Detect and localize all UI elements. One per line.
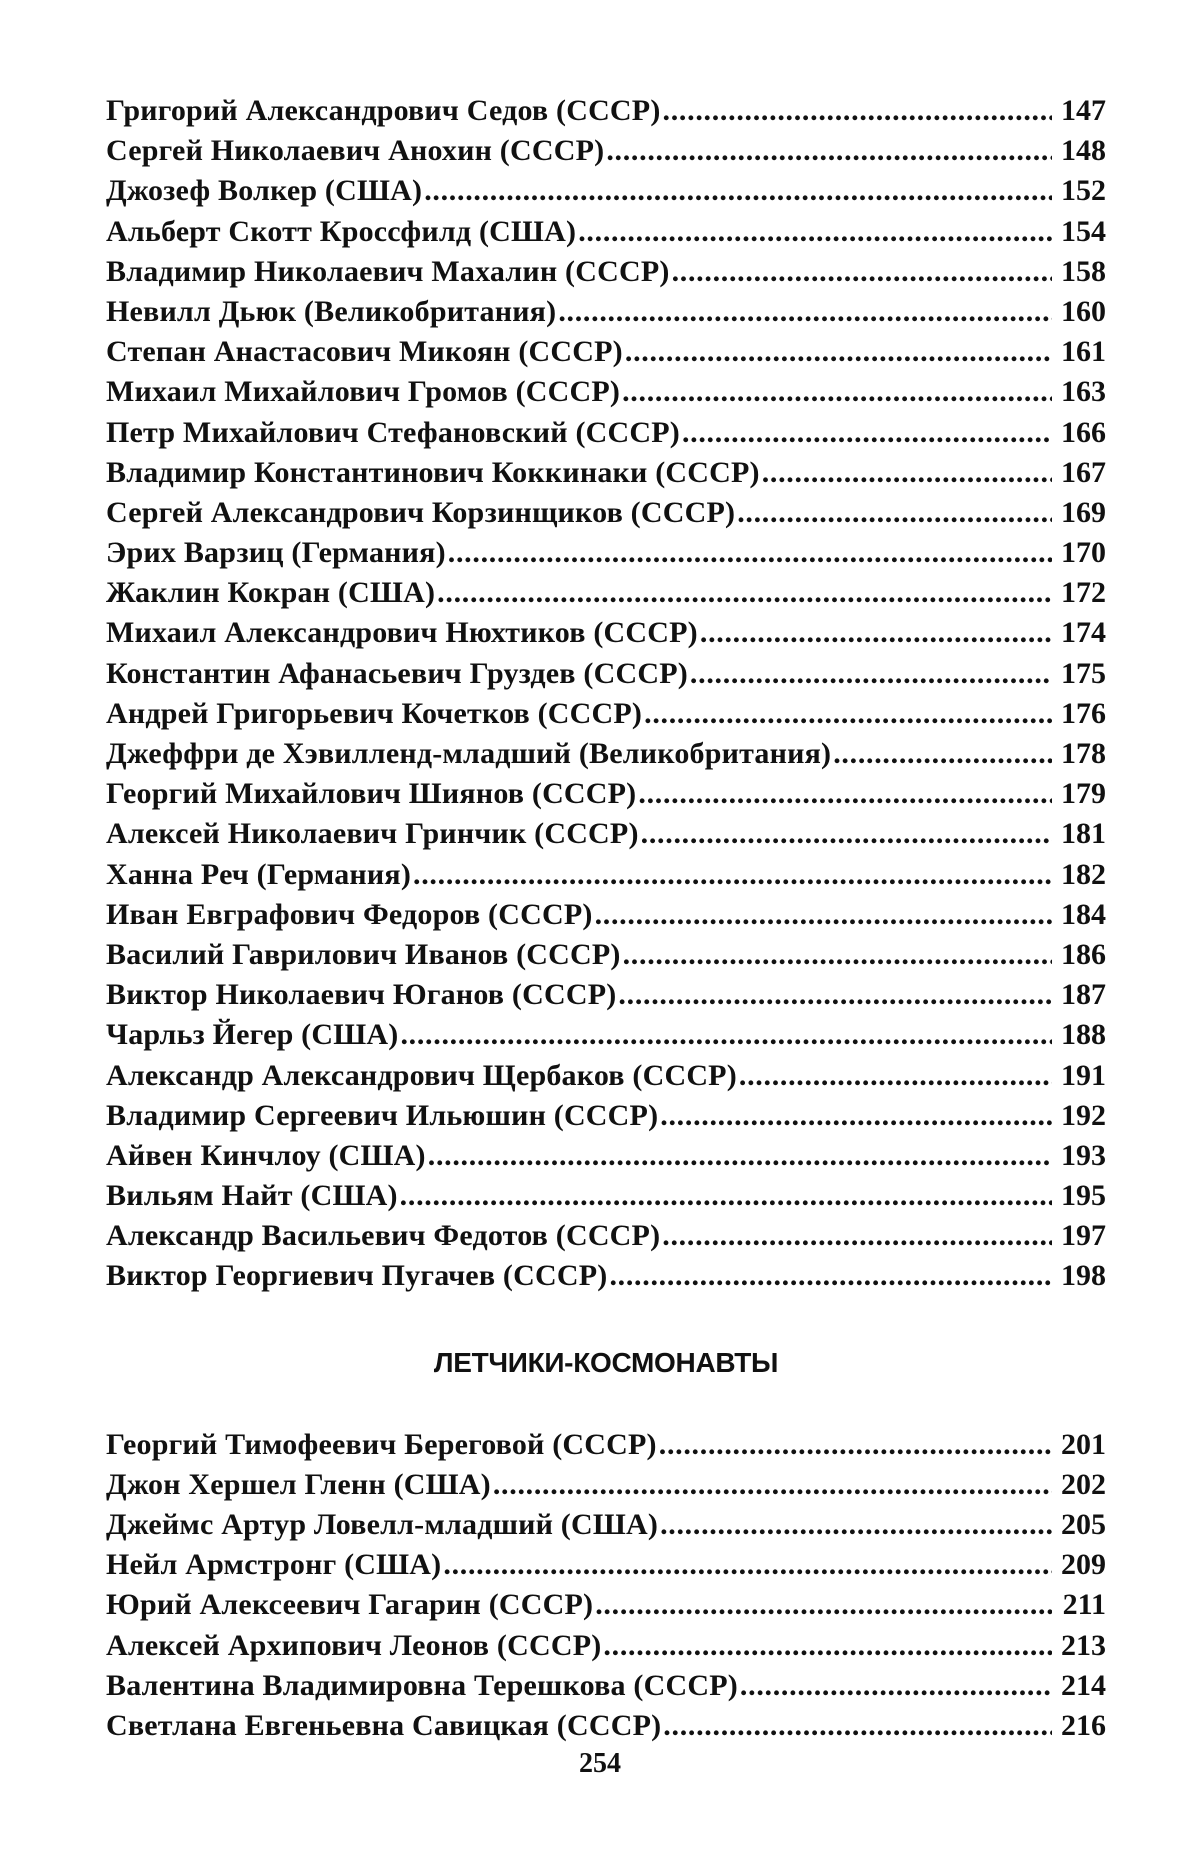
toc-entry xyxy=(106,1465,1106,1505)
toc-page xyxy=(106,91,1106,1746)
toc-list-test-pilots xyxy=(106,91,1106,1297)
toc-entry-name: Иван Евграфович Федоров (СССР) xyxy=(106,897,593,931)
dot-leader xyxy=(641,814,1052,854)
dot-leader xyxy=(660,1505,1052,1545)
toc-entry-page-number: 154 xyxy=(1061,214,1106,248)
toc-entry-name: Алексей Архипович Леонов (СССР) xyxy=(106,1628,602,1662)
dot-leader xyxy=(739,1056,1052,1096)
dot-leader xyxy=(595,1585,1052,1625)
toc-entry-name: Александр Васильевич Федотов (СССР) xyxy=(106,1219,661,1253)
toc-entry-name: Нейл Армстронг (США) xyxy=(106,1548,442,1582)
dot-leader xyxy=(400,1015,1052,1055)
toc-entry-page-number: 152 xyxy=(1061,174,1106,208)
toc-entry-page-number: 216 xyxy=(1061,1708,1106,1742)
dot-leader xyxy=(622,372,1052,412)
toc-entry xyxy=(106,1256,1106,1296)
toc-entry-page-number: 166 xyxy=(1061,415,1106,449)
dot-leader xyxy=(833,734,1052,774)
dot-leader xyxy=(737,493,1052,533)
toc-entry-page-number: 163 xyxy=(1061,375,1106,409)
toc-entry-page-number: 169 xyxy=(1061,495,1106,529)
toc-entry xyxy=(106,1096,1106,1136)
toc-entry-page-number: 148 xyxy=(1061,134,1106,168)
toc-entry-page-number: 186 xyxy=(1061,937,1106,971)
dot-leader xyxy=(682,413,1052,453)
toc-entry-page-number: 195 xyxy=(1061,1179,1106,1213)
toc-entry-name: Георгий Тимофеевич Береговой (СССР) xyxy=(106,1427,657,1461)
toc-entry-page-number: 201 xyxy=(1061,1427,1106,1461)
dot-leader xyxy=(443,1545,1052,1585)
toc-entry xyxy=(106,1666,1106,1706)
dot-leader xyxy=(413,855,1052,895)
dot-leader xyxy=(424,171,1052,211)
toc-entry-name: Ханна Реч (Германия) xyxy=(106,857,412,891)
toc-entry-page-number: 161 xyxy=(1061,335,1106,369)
toc-entry-page-number: 172 xyxy=(1061,576,1106,610)
dot-leader xyxy=(663,91,1052,131)
toc-entry xyxy=(106,654,1106,694)
dot-leader xyxy=(578,212,1052,252)
toc-entry-name: Джозеф Волкер (США) xyxy=(106,174,423,208)
dot-leader xyxy=(662,1216,1052,1256)
toc-entry-name: Василий Гаврилович Иванов (СССР) xyxy=(106,937,621,971)
toc-entry-name: Григорий Александрович Седов (СССР) xyxy=(106,94,661,127)
toc-entry-name: Виктор Николаевич Юганов (СССР) xyxy=(106,978,617,1012)
toc-entry-page-number: 191 xyxy=(1061,1058,1106,1092)
toc-entry-name: Степан Анастасович Микоян (СССР) xyxy=(106,335,623,369)
toc-entry xyxy=(106,1136,1106,1176)
toc-entry xyxy=(106,1626,1106,1666)
toc-entry xyxy=(106,1056,1106,1096)
toc-list-pilot-cosmonauts xyxy=(106,1425,1106,1747)
dot-leader xyxy=(740,1666,1052,1706)
toc-entry xyxy=(106,694,1106,734)
toc-entry-page-number: 205 xyxy=(1061,1508,1106,1541)
dot-leader xyxy=(625,332,1052,372)
toc-entry-page-number: 179 xyxy=(1061,777,1106,811)
dot-leader xyxy=(762,453,1052,493)
toc-entry-name: Михаил Михайлович Громов (СССР) xyxy=(106,375,621,409)
toc-entry-name: Алексей Николаевич Гринчик (СССР) xyxy=(106,817,639,851)
toc-entry xyxy=(106,855,1106,895)
dot-leader xyxy=(448,533,1052,573)
dot-leader xyxy=(493,1465,1052,1505)
dot-leader xyxy=(700,613,1052,653)
toc-entry-name: Сергей Николаевич Анохин (СССР) xyxy=(106,134,605,168)
toc-entry-page-number: 187 xyxy=(1061,978,1106,1012)
toc-entry xyxy=(106,573,1106,613)
toc-entry-name: Джеймс Артур Ловелл-младший (США) xyxy=(106,1508,659,1541)
toc-entry-name: Джеффри де Хэвилленд-младший (Великобритания) xyxy=(106,737,832,770)
toc-entry-name: Константин Афанасьевич Груздев (СССР) xyxy=(106,656,688,690)
section-heading: ЛЕТЧИКИ-КОСМОНАВТЫ xyxy=(433,1346,779,1378)
toc-entry xyxy=(106,171,1106,211)
dot-leader xyxy=(428,1136,1052,1176)
toc-entry-page-number: 167 xyxy=(1061,455,1106,489)
toc-entry-page-number: 178 xyxy=(1061,737,1106,770)
toc-entry-name: Михаил Александрович Нюхтиков (СССР) xyxy=(106,616,698,650)
toc-entry-name: Жаклин Кокран (США) xyxy=(106,576,436,610)
toc-entry-page-number: 193 xyxy=(1061,1138,1106,1172)
toc-entry xyxy=(106,1425,1106,1465)
toc-entry-name: Юрий Алексеевич Гагарин (СССР) xyxy=(106,1588,594,1622)
toc-entry-page-number: 160 xyxy=(1061,294,1106,328)
toc-entry xyxy=(106,413,1106,453)
toc-entry-page-number: 147 xyxy=(1061,94,1106,127)
toc-entry xyxy=(106,252,1106,292)
toc-entry-name: Альберт Скотт Кроссфилд (США) xyxy=(106,214,577,248)
toc-entry xyxy=(106,613,1106,653)
dot-leader xyxy=(623,935,1052,975)
toc-entry-page-number: 214 xyxy=(1061,1668,1106,1702)
toc-entry xyxy=(106,935,1106,975)
toc-entry xyxy=(106,1216,1106,1256)
toc-entry-page-number: 197 xyxy=(1061,1219,1106,1253)
toc-entry-page-number: 198 xyxy=(1061,1259,1106,1293)
page-number: 254 xyxy=(579,1748,621,1779)
dot-leader xyxy=(558,292,1052,332)
toc-entry-name: Вильям Найт (США) xyxy=(106,1179,398,1213)
toc-entry-page-number: 188 xyxy=(1061,1018,1106,1052)
dot-leader xyxy=(618,975,1052,1015)
dot-leader xyxy=(690,654,1052,694)
dot-leader xyxy=(437,573,1052,613)
toc-entry xyxy=(106,1176,1106,1216)
toc-entry xyxy=(106,131,1106,171)
toc-entry xyxy=(106,774,1106,814)
toc-entry-name: Виктор Георгиевич Пугачев (СССР) xyxy=(106,1259,608,1293)
toc-entry-name: Чарльз Йегер (США) xyxy=(106,1018,399,1052)
toc-entry-name: Александр Александрович Щербаков (СССР) xyxy=(106,1058,737,1092)
toc-entry-name: Сергей Александрович Корзинщиков (СССР) xyxy=(106,495,736,529)
dot-leader xyxy=(603,1626,1052,1666)
toc-entry xyxy=(106,292,1106,332)
toc-entry-name: Джон Хершел Гленн (США) xyxy=(106,1467,491,1501)
toc-entry-page-number: 182 xyxy=(1061,857,1106,891)
toc-entry-name: Петр Михайлович Стефановский (СССР) xyxy=(106,415,680,449)
toc-entry xyxy=(106,1545,1106,1585)
toc-entry-page-number: 211 xyxy=(1062,1588,1106,1622)
toc-entry-name: Владимир Сергеевич Ильюшин (СССР) xyxy=(106,1098,659,1132)
toc-entry xyxy=(106,975,1106,1015)
toc-entry xyxy=(106,332,1106,372)
toc-entry-page-number: 158 xyxy=(1061,254,1106,288)
toc-entry-page-number: 170 xyxy=(1061,536,1106,570)
toc-entry xyxy=(106,453,1106,493)
toc-entry-page-number: 184 xyxy=(1061,897,1106,931)
toc-entry-name: Валентина Владимировна Терешкова (СССР) xyxy=(106,1668,738,1702)
toc-entry-page-number: 174 xyxy=(1061,616,1106,650)
toc-entry-page-number: 213 xyxy=(1061,1628,1106,1662)
toc-entry xyxy=(106,212,1106,252)
dot-leader xyxy=(609,1256,1052,1296)
toc-entry-page-number: 176 xyxy=(1061,696,1106,730)
dot-leader xyxy=(595,895,1052,935)
toc-entry-page-number: 192 xyxy=(1061,1098,1106,1132)
toc-entry-name: Эрих Варзиц (Германия) xyxy=(106,536,446,570)
toc-entry xyxy=(106,533,1106,573)
toc-entry-name: Андрей Григорьевич Кочетков (СССР) xyxy=(106,696,643,730)
toc-entry xyxy=(106,493,1106,533)
toc-entry xyxy=(106,91,1106,131)
dot-leader xyxy=(659,1425,1052,1465)
dot-leader xyxy=(400,1176,1052,1216)
dot-leader xyxy=(660,1096,1052,1136)
dot-leader xyxy=(644,694,1052,734)
toc-entry xyxy=(106,1706,1106,1746)
toc-entry xyxy=(106,1585,1106,1625)
toc-entry xyxy=(106,895,1106,935)
toc-entry-name: Владимир Николаевич Махалин (СССР) xyxy=(106,254,670,288)
toc-entry-name: Владимир Константинович Коккинаки (СССР) xyxy=(106,455,760,489)
toc-entry xyxy=(106,734,1106,774)
toc-entry xyxy=(106,1505,1106,1545)
toc-entry-name: Айвен Кинчлоу (США) xyxy=(106,1138,426,1172)
dot-leader xyxy=(606,131,1052,171)
dot-leader xyxy=(672,252,1052,292)
toc-entry-name: Светлана Евгеньевна Савицкая (СССР) xyxy=(106,1708,662,1742)
toc-entry-name: Невилл Дьюк (Великобритания) xyxy=(106,294,557,328)
dot-leader xyxy=(663,1706,1052,1746)
toc-entry-page-number: 181 xyxy=(1061,817,1106,851)
toc-entry-name: Георгий Михайлович Шиянов (СССР) xyxy=(106,777,637,811)
toc-entry-page-number: 202 xyxy=(1061,1467,1106,1501)
toc-entry-page-number: 209 xyxy=(1061,1548,1106,1582)
toc-entry-page-number: 175 xyxy=(1061,656,1106,690)
toc-entry xyxy=(106,372,1106,412)
toc-entry xyxy=(106,1015,1106,1055)
dot-leader xyxy=(638,774,1052,814)
toc-entry xyxy=(106,814,1106,854)
